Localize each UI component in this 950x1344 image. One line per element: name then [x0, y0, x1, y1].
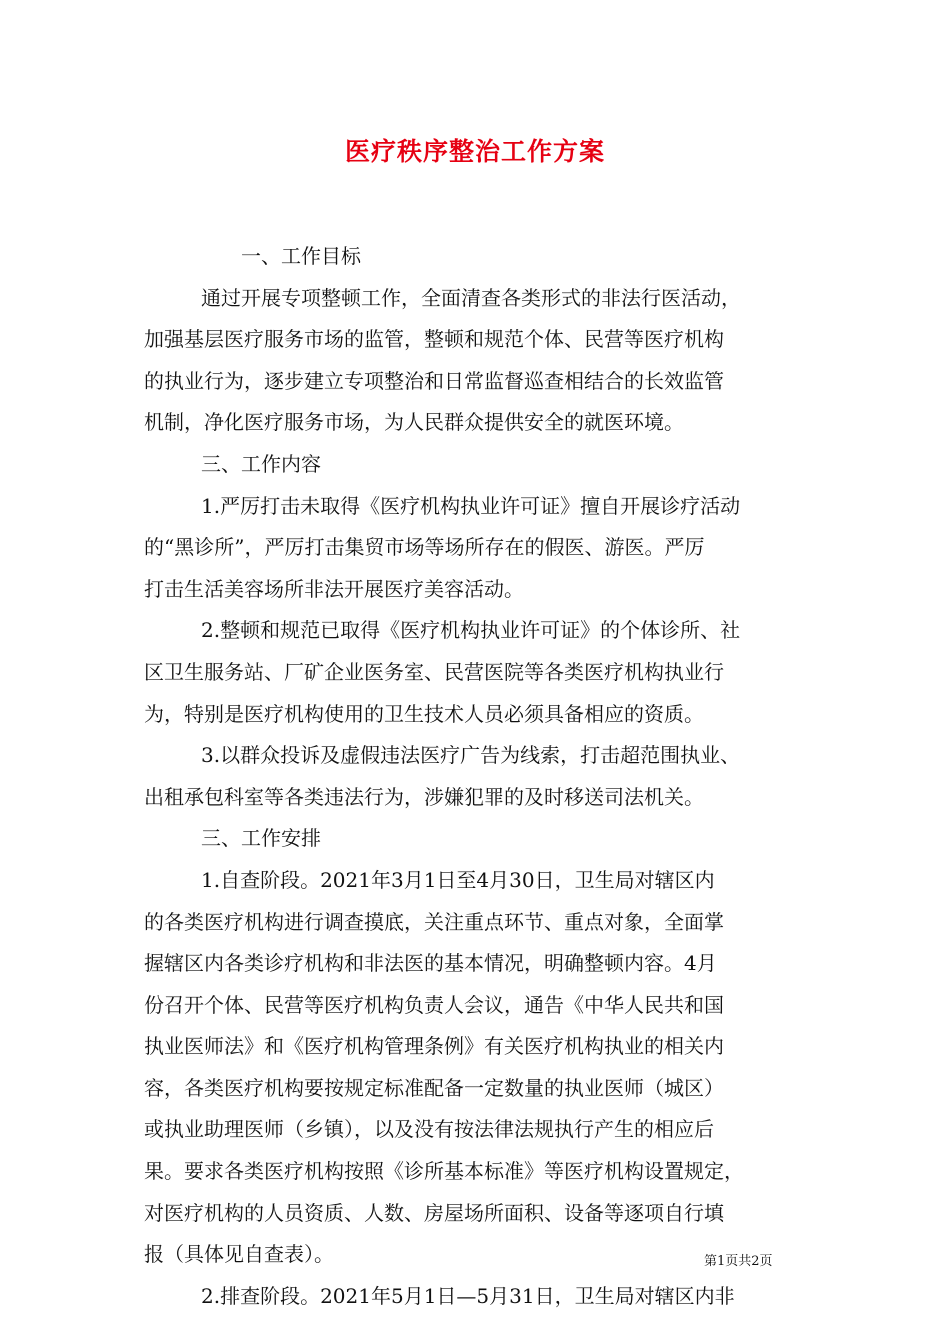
paragraph-line: 1.严厉打击未取得《医疗机构执业许可证》擅自开展诊疗活动 [201, 493, 741, 518]
paragraph-line: 2.排查阶段。2021年5月1日—5月31日，卫生局对辖区内非 [201, 1283, 735, 1308]
page-indicator: 第1页共2页 [704, 1254, 773, 1269]
paragraph-line: 的执业行为，逐步建立专项整治和日常监督巡查相结合的长效监管 [144, 368, 724, 393]
heading-work-content: 三、工作内容 [201, 451, 321, 476]
paragraph-line: 区卫生服务站、厂矿企业医务室、民营医院等各类医疗机构执业行 [144, 659, 724, 684]
paragraph-line: 的各类医疗机构进行调查摸底，关注重点环节、重点对象，全面掌 [144, 909, 724, 934]
heading-work-arrangement: 三、工作安排 [201, 826, 321, 851]
document-body [144, 236, 824, 1317]
paragraph-line: 对医疗机构的人员资质、人数、房屋场所面积、设备等逐项自行填 [144, 1200, 724, 1225]
paragraph-line: 1.自查阶段。2021年3月1日至4月30日，卫生局对辖区内 [201, 867, 715, 892]
paragraph-line: 份召开个体、民营等医疗机构负责人会议，通告《中华人民共和国 [144, 992, 724, 1017]
heading-work-goal: 一、工作目标 [241, 244, 361, 268]
paragraph-line: 或执业助理医师（乡镇），以及没有按法律法规执行产生的相应后 [144, 1117, 714, 1142]
paragraph-line: 通过开展专项整顿工作，全面清查各类形式的非法行医活动， [201, 285, 741, 310]
paragraph-line: 打击生活美容场所非法开展医疗美容活动。 [144, 576, 524, 601]
paragraph-line: 3.以群众投诉及虚假违法医疗广告为线索，打击超范围执业、 [201, 743, 741, 768]
paragraph-line: 2.整顿和规范已取得《医疗机构执业许可证》的个体诊所、社 [201, 618, 741, 643]
paragraph-line: 执业医师法》和《医疗机构管理条例》有关医疗机构执业的相关内 [144, 1034, 724, 1059]
document-title: 医疗秩序整治工作方案 [344, 137, 605, 166]
paragraph-line: 的“黑诊所”，严厉打击集贸市场等场所存在的假医、游医。严厉 [144, 535, 705, 560]
paragraph-line: 出租承包科室等各类违法行为，涉嫌犯罪的及时移送司法机关。 [144, 784, 704, 809]
paragraph-line: 容，各类医疗机构要按规定标准配备一定数量的执业医师（城区） [144, 1075, 724, 1100]
paragraph-line: 为，特别是医疗机构使用的卫生技术人员必须具备相应的资质。 [144, 701, 704, 726]
paragraph-line: 果。要求各类医疗机构按照《诊所基本标准》等医疗机构设置规定， [144, 1159, 744, 1184]
paragraph-line: 握辖区内各类诊疗机构和非法医的基本情况，明确整顿内容。4月 [144, 951, 717, 976]
paragraph-line: 加强基层医疗服务市场的监管，整顿和规范个体、民营等医疗机构 [144, 327, 724, 352]
paragraph-line: 机制，净化医疗服务市场，为人民群众提供安全的就医环境。 [144, 410, 684, 435]
paragraph-line: 报（具体见自查表）。 [144, 1242, 334, 1267]
